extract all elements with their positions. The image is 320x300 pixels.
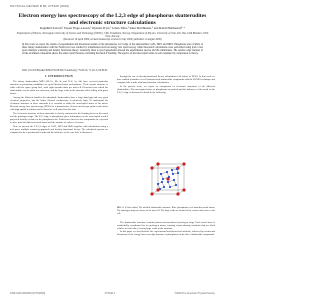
right-column-lower xyxy=(117,221,215,289)
figure-caption xyxy=(117,207,215,216)
page-footer xyxy=(10,292,215,295)
paper-title: Electron energy loss spectroscopy of the L2,3 edge of phosphorus skutterudites and electronic structure calculations xyxy=(18,13,207,26)
paragraph: The electronic structure of these materials is closely connected to the bonding between the metal and the pnictogen rings. The L2,3 edge of phosphorus gives information on the unoccupied s and d projected density of states at the phosphorus site. Differences between the compounds are expected to arise from the different metal atoms and the number of valence electrons. xyxy=(10,112,108,125)
phosphorus-atom xyxy=(172,173,174,175)
metal-atom xyxy=(182,188,185,191)
journal-ref: PHYSICAL REVIEW B 80, 075108 (2009) xyxy=(10,4,70,8)
paragraph: Among the different families the phosphide skutterudites have a large band gap and very good electrical properties, but the lattice thermal conductivity is relatively high. To understand the electronic structure of these materials it is essential to study the unoccupied states of the anion. Electron energy loss spectroscopy (EELS) in a transmission electron microscope probes such states with high spatial resolution and is therefore well suited for this task. xyxy=(10,95,108,111)
journal-header xyxy=(10,4,215,8)
phosphorus-atom xyxy=(175,184,177,186)
phosphorus-atom xyxy=(160,173,162,175)
section-heading: I. INTRODUCTION xyxy=(45,75,73,78)
phosphorus-atom xyxy=(169,186,171,188)
paragraph: through the use of density-functional theory calculations (Ab initio) or EELS. In this work we have studied a number of well characterized skutterudite compounds with the ELNES technique and compared the results with band structure calculations. xyxy=(117,75,215,85)
metal-atom xyxy=(150,192,153,195)
figure-caption-text: (Color online) The unfilled skutterudite structure. Blue: phosphorus; red: transition metal atoms. The pnictogen rings are shown in the unit cell. The large voids are located at the corners and center of the cell. xyxy=(117,207,216,215)
phosphorus-atom xyxy=(166,171,168,173)
phosphorus-atom xyxy=(162,178,164,180)
phosphorus-atom xyxy=(168,176,170,178)
paragraph: The binary skutterudites MX3 (M=Co, Rh, Ir; and X=P, As, Sb) have received particular attention as promising candidates for good thermoelectric performance. Their crystal structure is cubic with the space group Im3, with eight formula units per unit cell. Elements from which the skutterudites can be made are numerous, and the large voids in the structure allow filling with guest atoms. xyxy=(10,79,108,95)
paragraph: The skutterudite structure contains planar four-membered pnictogen rings. Each metal atom is octahedrally coordinated by six pnictogen atoms, forming corner-sharing octahedra that are tilted relative to each other, leaving large voids in the structure. xyxy=(117,221,215,231)
phosphorus-atom xyxy=(161,181,163,183)
affiliations: ¹Department of Physics, Norwegian University of Science and Technology (NTNU), 7491 Trondheim, Norway ²Department of Physics, University of Oslo, P.O. Box 1048 Blindern, 0316 Oslo, Norway xyxy=(16,31,209,38)
right-column xyxy=(117,75,215,161)
left-column xyxy=(10,75,108,289)
metal-atom xyxy=(176,192,179,195)
figure-label: FIG. 1. xyxy=(117,207,125,209)
phosphorus-atom xyxy=(167,181,169,183)
phosphorus-atom xyxy=(173,179,175,181)
phosphorus-atom xyxy=(159,188,161,190)
abstract: In this work we report the results of experimental and theoretical studies of the phosphorus L2,3 edge of the skutterudites CoP3, NiP3 and RhP3. Phosphorus and a family of these binary skutterudites with the Fermi level was studied by transmission electron energy loss spectroscopy while theoretical calculations were performed using both a real space multiple scattering and density functional theory. Generally, there is good agreement between the experimental spectra and the simulations. The relative edge features of all the examined compounds shows the same overall features, including the metal-P bonding. The spectra of the unoccupied states is well explained by comparison to theory. xyxy=(22,43,203,56)
paragraph: In the present work, we report on comparison of electronic structures of the different skutterudites. The unoccupied states of phosphorus are probed and the influence of the metal on the P L2,3 edge is discussed in detail in the following. xyxy=(117,85,215,95)
paragraph: Here we present the P L2,3 edges of CoP3, NiP3 and RhP3 together with calculations using a real space multiple scattering approach and density functional theory. The calculated spectra are compared to the experimental results and the influence of the core hole is discussed. xyxy=(10,125,108,135)
phosphorus-atom xyxy=(177,172,179,174)
received-dates: (Received 16 April 2009; revised manuscript received 2 July 2009; published 11 August 2009) xyxy=(63,38,162,41)
skutterudite-structure-figure xyxy=(146,160,190,202)
footer-issn: 1098-0121/2009/80(7)/075108(8) xyxy=(10,292,46,295)
metal-atom xyxy=(150,166,153,169)
metal-atom xyxy=(156,162,159,165)
metal-atom xyxy=(182,162,185,165)
author-list: Ragnhild Sæterli,¹ Espen Flage-Larsen,² Øystein Prytz,² Johan Taftø,² Knut Marthinsen,¹ and Randi Holmestad¹·* xyxy=(40,26,185,30)
copyright: ©2009 The American Physical Society xyxy=(174,292,215,295)
doi-pacs-line: DOI: 10.1103/PhysRevB.80.075108 PACS number(s): 79.20.Uv, 71.20.-b, 82.80.Pv xyxy=(22,68,108,72)
phosphorus-atom xyxy=(157,183,159,185)
phosphorus-atom xyxy=(176,168,178,170)
phosphorus-atom xyxy=(171,169,173,171)
page-number: 075108-1 xyxy=(104,292,115,295)
paragraph: In this paper we first describe the experimental and theoretical methods, followed by results and discussion of the energy loss near edge structure of phosphorus in the three skutterudite compounds. xyxy=(117,230,215,237)
metal-atoms xyxy=(150,162,185,195)
phosphorus-atom xyxy=(163,186,165,188)
